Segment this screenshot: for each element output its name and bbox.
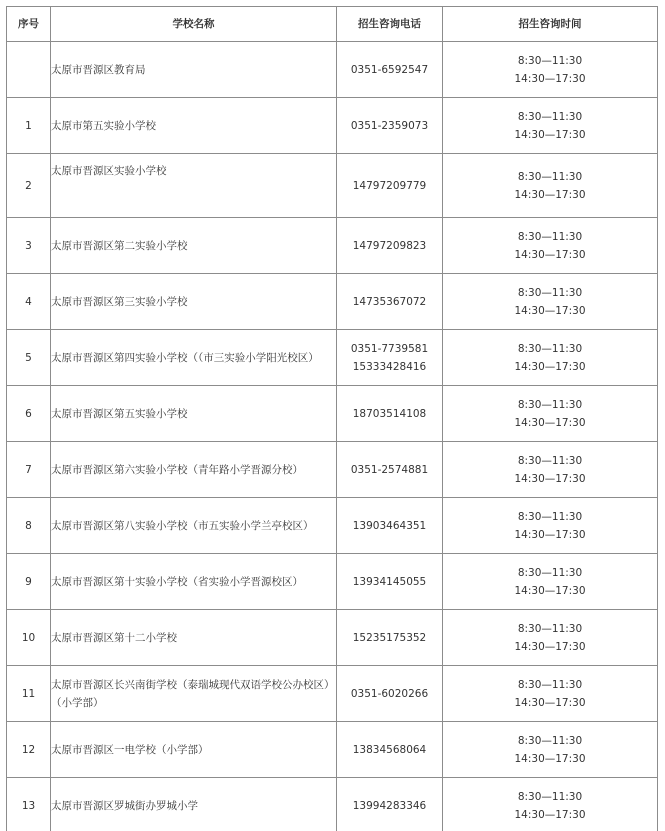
consult-phone — [337, 610, 443, 666]
afternoon-hours: 14:30—17:30 — [514, 472, 586, 485]
phone-number: 18703514108 — [352, 407, 427, 420]
row-number — [7, 42, 51, 98]
consult-phone — [337, 154, 443, 218]
consult-time — [443, 42, 658, 98]
school-name: 太原市晋源区第十实验小学校（省实验小学晋源校区） — [51, 554, 337, 610]
header-consult-time: 招生咨询时间 — [443, 7, 658, 42]
table-row — [7, 274, 658, 330]
consult-phone — [337, 274, 443, 330]
afternoon-hours: 14:30—17:30 — [514, 248, 586, 261]
consult-phone — [337, 666, 443, 722]
consult-phone — [337, 98, 443, 154]
afternoon-hours: 14:30—17:30 — [514, 304, 586, 317]
consult-phone — [337, 386, 443, 442]
morning-hours: 8:30—11:30 — [517, 790, 583, 803]
phone-number: 13934145055 — [352, 575, 427, 588]
table-row — [7, 554, 658, 610]
afternoon-hours: 14:30—17:30 — [514, 528, 586, 541]
afternoon-hours: 14:30—17:30 — [514, 72, 586, 85]
table-row — [7, 778, 658, 831]
table-row — [7, 498, 658, 554]
school-name: 太原市晋源区第二实验小学校 — [51, 218, 337, 274]
row-number: 1 — [7, 98, 51, 154]
row-number: 3 — [7, 218, 51, 274]
admission-consult-table — [6, 6, 658, 831]
phone-number: 0351-6020266 — [350, 687, 429, 700]
row-number: 5 — [7, 330, 51, 386]
table-row — [7, 330, 658, 386]
phone-number: 0351-7739581 — [350, 342, 429, 355]
phone-number: 0351-2574881 — [350, 463, 429, 476]
consult-time — [443, 722, 658, 778]
consult-phone — [337, 42, 443, 98]
consult-time — [443, 274, 658, 330]
afternoon-hours: 14:30—17:30 — [514, 416, 586, 429]
table-row — [7, 218, 658, 274]
school-name: 太原市晋源区长兴南街学校（泰瑞城现代双语学校公办校区）（小学部） — [51, 666, 337, 722]
table-row — [7, 154, 658, 218]
morning-hours: 8:30—11:30 — [517, 342, 583, 355]
morning-hours: 8:30—11:30 — [517, 734, 583, 747]
phone-number: 0351-6592547 — [350, 63, 429, 76]
consult-phone — [337, 554, 443, 610]
table-row — [7, 722, 658, 778]
table-header-row — [7, 7, 658, 42]
consult-phone — [337, 778, 443, 831]
consult-time — [443, 666, 658, 722]
row-number: 12 — [7, 722, 51, 778]
afternoon-hours: 14:30—17:30 — [514, 360, 586, 373]
row-number: 4 — [7, 274, 51, 330]
school-name: 太原市晋源区实验小学校 — [51, 154, 337, 218]
morning-hours: 8:30—11:30 — [517, 230, 583, 243]
afternoon-hours: 14:30—17:30 — [514, 584, 586, 597]
row-number: 8 — [7, 498, 51, 554]
morning-hours: 8:30—11:30 — [517, 566, 583, 579]
morning-hours: 8:30—11:30 — [517, 510, 583, 523]
header-consult-phone: 招生咨询电话 — [337, 7, 443, 42]
phone-number-secondary: 15333428416 — [352, 360, 427, 373]
school-name: 太原市晋源区第五实验小学校 — [51, 386, 337, 442]
consult-time — [443, 154, 658, 218]
consult-phone — [337, 498, 443, 554]
afternoon-hours: 14:30—17:30 — [514, 696, 586, 709]
table-row — [7, 666, 658, 722]
row-number: 10 — [7, 610, 51, 666]
table-row — [7, 442, 658, 498]
phone-number: 14735367072 — [352, 295, 427, 308]
morning-hours: 8:30—11:30 — [517, 54, 583, 67]
school-name: 太原市晋源区第四实验小学校（（市三实验小学阳光校区） — [51, 330, 337, 386]
morning-hours: 8:30—11:30 — [517, 286, 583, 299]
row-number: 2 — [7, 154, 51, 218]
consult-phone — [337, 218, 443, 274]
consult-phone — [337, 442, 443, 498]
morning-hours: 8:30—11:30 — [517, 110, 583, 123]
phone-number: 13903464351 — [352, 519, 427, 532]
afternoon-hours: 14:30—17:30 — [514, 128, 586, 141]
morning-hours: 8:30—11:30 — [517, 398, 583, 411]
consult-time — [443, 330, 658, 386]
morning-hours: 8:30—11:30 — [517, 678, 583, 691]
phone-number: 0351-2359073 — [350, 119, 429, 132]
afternoon-hours: 14:30—17:30 — [514, 640, 586, 653]
consult-time — [443, 98, 658, 154]
consult-time — [443, 386, 658, 442]
row-number: 6 — [7, 386, 51, 442]
header-school-name: 学校名称 — [51, 7, 337, 42]
afternoon-hours: 14:30—17:30 — [514, 808, 586, 821]
school-name: 太原市晋源区第十二小学校 — [51, 610, 337, 666]
table-row — [7, 42, 658, 98]
table-row — [7, 98, 658, 154]
consult-time — [443, 554, 658, 610]
table-row — [7, 610, 658, 666]
school-name: 太原市晋源区罗城街办罗城小学 — [51, 778, 337, 831]
morning-hours: 8:30—11:30 — [517, 170, 583, 183]
school-name: 太原市晋源区一电学校（小学部） — [51, 722, 337, 778]
consult-phone — [337, 330, 443, 386]
header-number: 序号 — [7, 7, 51, 42]
row-number: 13 — [7, 778, 51, 831]
school-name: 太原市晋源区第八实验小学校（市五实验小学兰亭校区） — [51, 498, 337, 554]
phone-number: 14797209779 — [352, 179, 427, 192]
consult-phone — [337, 722, 443, 778]
row-number: 9 — [7, 554, 51, 610]
school-name: 太原市晋源区第三实验小学校 — [51, 274, 337, 330]
phone-number: 15235175352 — [352, 631, 427, 644]
row-number: 7 — [7, 442, 51, 498]
phone-number: 13834568064 — [352, 743, 427, 756]
consult-time — [443, 610, 658, 666]
row-number: 11 — [7, 666, 51, 722]
morning-hours: 8:30—11:30 — [517, 454, 583, 467]
consult-time — [443, 218, 658, 274]
table-row — [7, 386, 658, 442]
phone-number: 13994283346 — [352, 799, 427, 812]
afternoon-hours: 14:30—17:30 — [514, 752, 586, 765]
consult-time — [443, 442, 658, 498]
consult-time — [443, 778, 658, 831]
school-name: 太原市晋源区第六实验小学校（青年路小学晋源分校） — [51, 442, 337, 498]
afternoon-hours: 14:30—17:30 — [514, 188, 586, 201]
school-name: 太原市晋源区教育局 — [51, 42, 337, 98]
phone-number: 14797209823 — [352, 239, 427, 252]
school-name: 太原市第五实验小学校 — [51, 98, 337, 154]
morning-hours: 8:30—11:30 — [517, 622, 583, 635]
consult-time — [443, 498, 658, 554]
